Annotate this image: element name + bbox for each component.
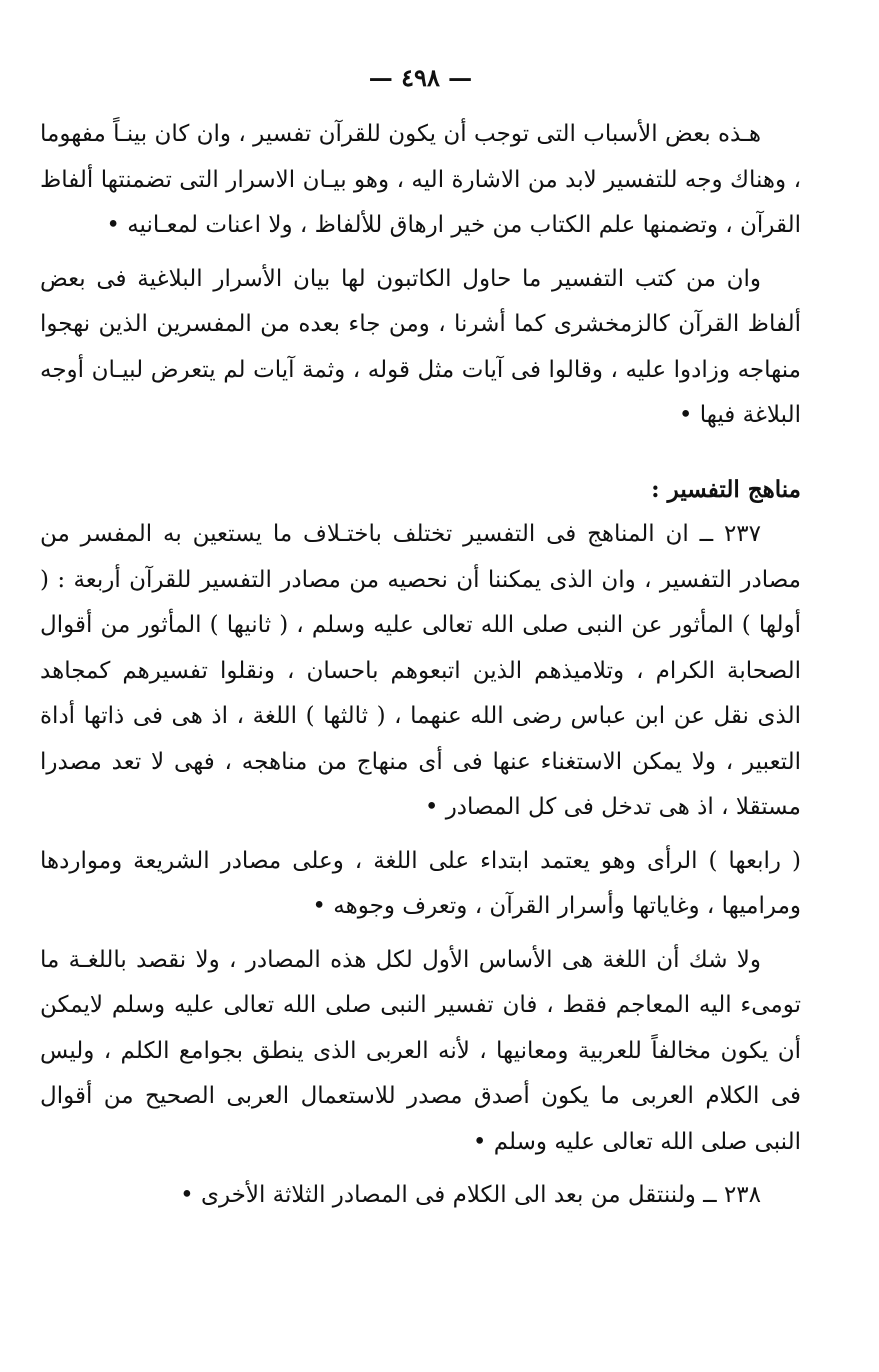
- page-number: — ٤٩٨ —: [368, 63, 473, 92]
- paragraph-237: ٢٣٧ ــ ان المناهج فى التفسير تختلف باختـلاف ما يستعين به المفسر من مصادر التفسير ، وان الذى يمكننا أن نحصيه من مصادر التفسير للقرآن أربعة : ( أولها ) المأثور عن النبى صلى الله تعالى عليه وسلم ، ( ثانيها ) المأثور من أقوال الصحابة الكرام ، وتلاميذهم الذين اتبعوهم باحسان ، ونقلوا تفسيرهم كمجاهد الذى نقل عن ابن عباس رضى الله عنهما ، ( ثالثها ) اللغة ، اذ هى فى ذاتها أداة التعبير ، ولا يمكن الاستغناء عنها فى أى منهاج من مناهجه ، فهى لا تعد مصدرا مستقلا ، اذ هى تدخل فى كل المصادر •: [40, 521, 801, 820]
- paragraph-238: ٢٣٨ ــ ولننتقل من بعد الى الكلام فى المصادر الثلاثة الأخرى •: [180, 1182, 761, 1208]
- paragraph-reasons: هـذه بعض الأسباب التى توجب أن يكون للقرآن تفسير ، وان كان بينـاً مفهوما ، وهناك وجه للتفسير لابد من الاشارة اليه ، وهو بيـان الاسرار التى تضمنتها ألفاظ القرآن ، وتضمنها علم الكتاب من خير ارهاق للألفاظ ، ولا اعنات لمعـانيه •: [40, 121, 801, 238]
- section-heading: مناهج التفسير :: [651, 475, 801, 503]
- paragraph-rhetoric: وان من كتب التفسير ما حاول الكاتبون لها بيان الأسرار البلاغية فى بعض ألفاظ القرآن كالزمخشرى كما أشرنا ، ومن جاء بعده من المفسرين الذين نهجوا منهاجه وزادوا عليه ، وقالوا فى آيات مثل قوله ، وثمة آيات لم يتعرض لبيـان أوجه البلاغة فيها •: [40, 265, 801, 428]
- paragraph-language: ولا شك أن اللغة هى الأساس الأول لكل هذه المصادر ، ولا نقصد باللغـة ما تومىء اليه المعاجم فقط ، فان تفسير النبى صلى الله تعالى عليه وسلم لايمكن أن يكون مخالفاً للعربية ومعانيها ، لأنه العربى الذى ينطق بجوامع الكلم ، وليس فى الكلام العربى ما يكون أصدق مصدر للاستعمال العربى الصحيح من أقوال النبى صلى الله تعالى عليه وسلم •: [40, 946, 802, 1155]
- paragraph-fourth-source: ( رابعها ) الرأى وهو يعتمد ابتداء على اللغة ، وعلى مصادر الشريعة ومواردها ومراميها ، وغاياتها وأسرار القرآن ، وتعرف وجوهه •: [40, 847, 801, 919]
